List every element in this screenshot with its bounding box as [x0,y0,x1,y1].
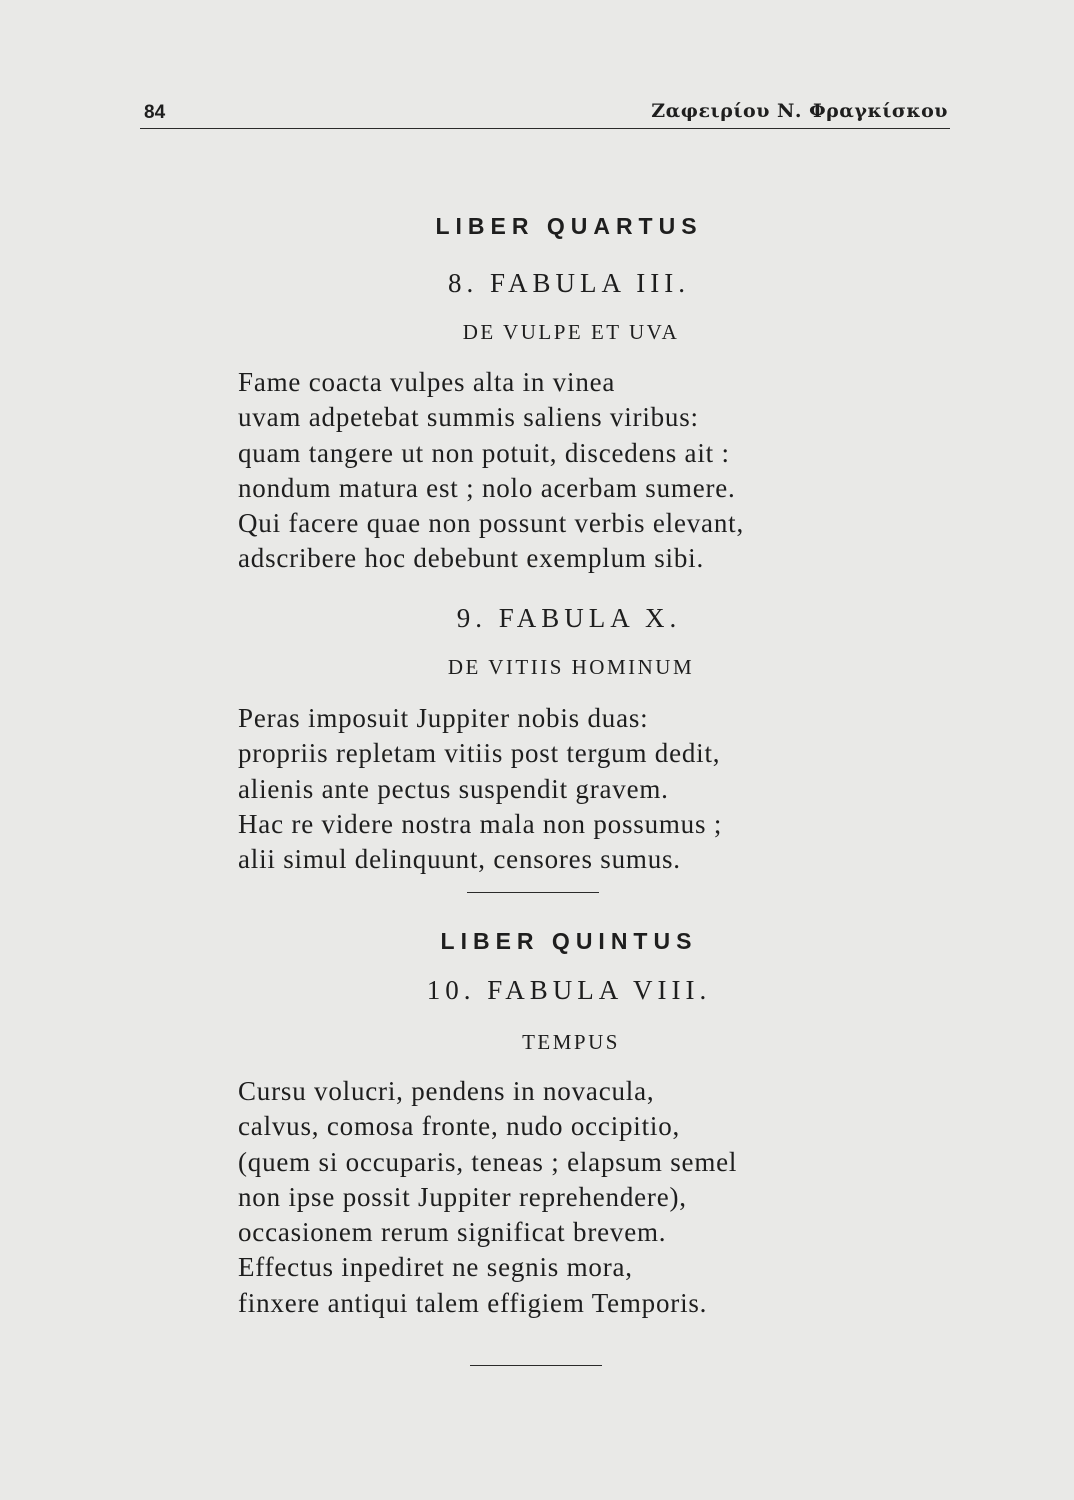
verse-line: Fame coacta vulpes alta in vinea [238,367,616,397]
fable-8-title: DE VULPE ET UVA [462,320,680,344]
verse-line: quam tangere ut non potuit, discedens ait : [238,437,730,468]
fable-9-heading: 9. FABULA X. [456,603,682,633]
fable-10-title: TEMPUS [522,1030,620,1054]
verse-line: Hac re videre nostra mala non possumus ; [238,808,723,839]
fable-10-verses [238,1074,737,1321]
verse-line: uvam adpetebat summis saliens viribus: [238,402,699,433]
verse-line: (quem si occuparis, teneas ; elapsum semel [238,1146,738,1177]
verse-line: non ipse possit Juppiter reprehendere), [238,1181,687,1212]
fable-9-title: DE VITIIS HOMINUM [447,655,695,679]
running-header [140,98,950,129]
section-divider [467,892,599,893]
verse-line: Qui facere quae non possunt verbis elevant, [238,508,744,539]
book-title-quintus: LIBER QUINTUS [440,928,698,954]
verse-line: calvus, comosa fronte, nudo occipitio, [238,1111,681,1142]
verse-line: alienis ante pectus suspendit gravem. [238,773,669,804]
verse-line: alii simul delinquunt, censores sumus. [238,844,681,875]
verse-line: propriis repletam vitiis post tergum dedit, [238,738,721,769]
verse-line: nondum matura est ; nolo acerbam sumere. [238,472,736,503]
fable-8-verses [238,365,744,577]
author-name: Ζαφειρίου Ν. Φραγκίσκου [651,100,948,122]
fable-8-heading: 8. FABULA III. [448,268,690,298]
verse-line: Cursu volucri, pendens in novacula, [238,1076,655,1106]
verse-line: Peras imposuit Juppiter nobis duas: [238,703,649,733]
verse-line: adscribere hoc debebunt exemplum sibi. [238,543,705,574]
book-title-quartus: LIBER QUARTUS [435,213,703,239]
end-divider [470,1365,602,1366]
page-number: 84 [144,102,166,123]
fable-10-heading: 10. FABULA VIII. [426,975,712,1005]
fable-9-verses [238,701,722,877]
verse-line: occasionem rerum significat brevem. [238,1217,667,1248]
verse-line: Effectus inpediret ne segnis mora, [238,1252,633,1283]
verse-line: finxere antiqui talem effigiem Temporis. [238,1287,708,1318]
